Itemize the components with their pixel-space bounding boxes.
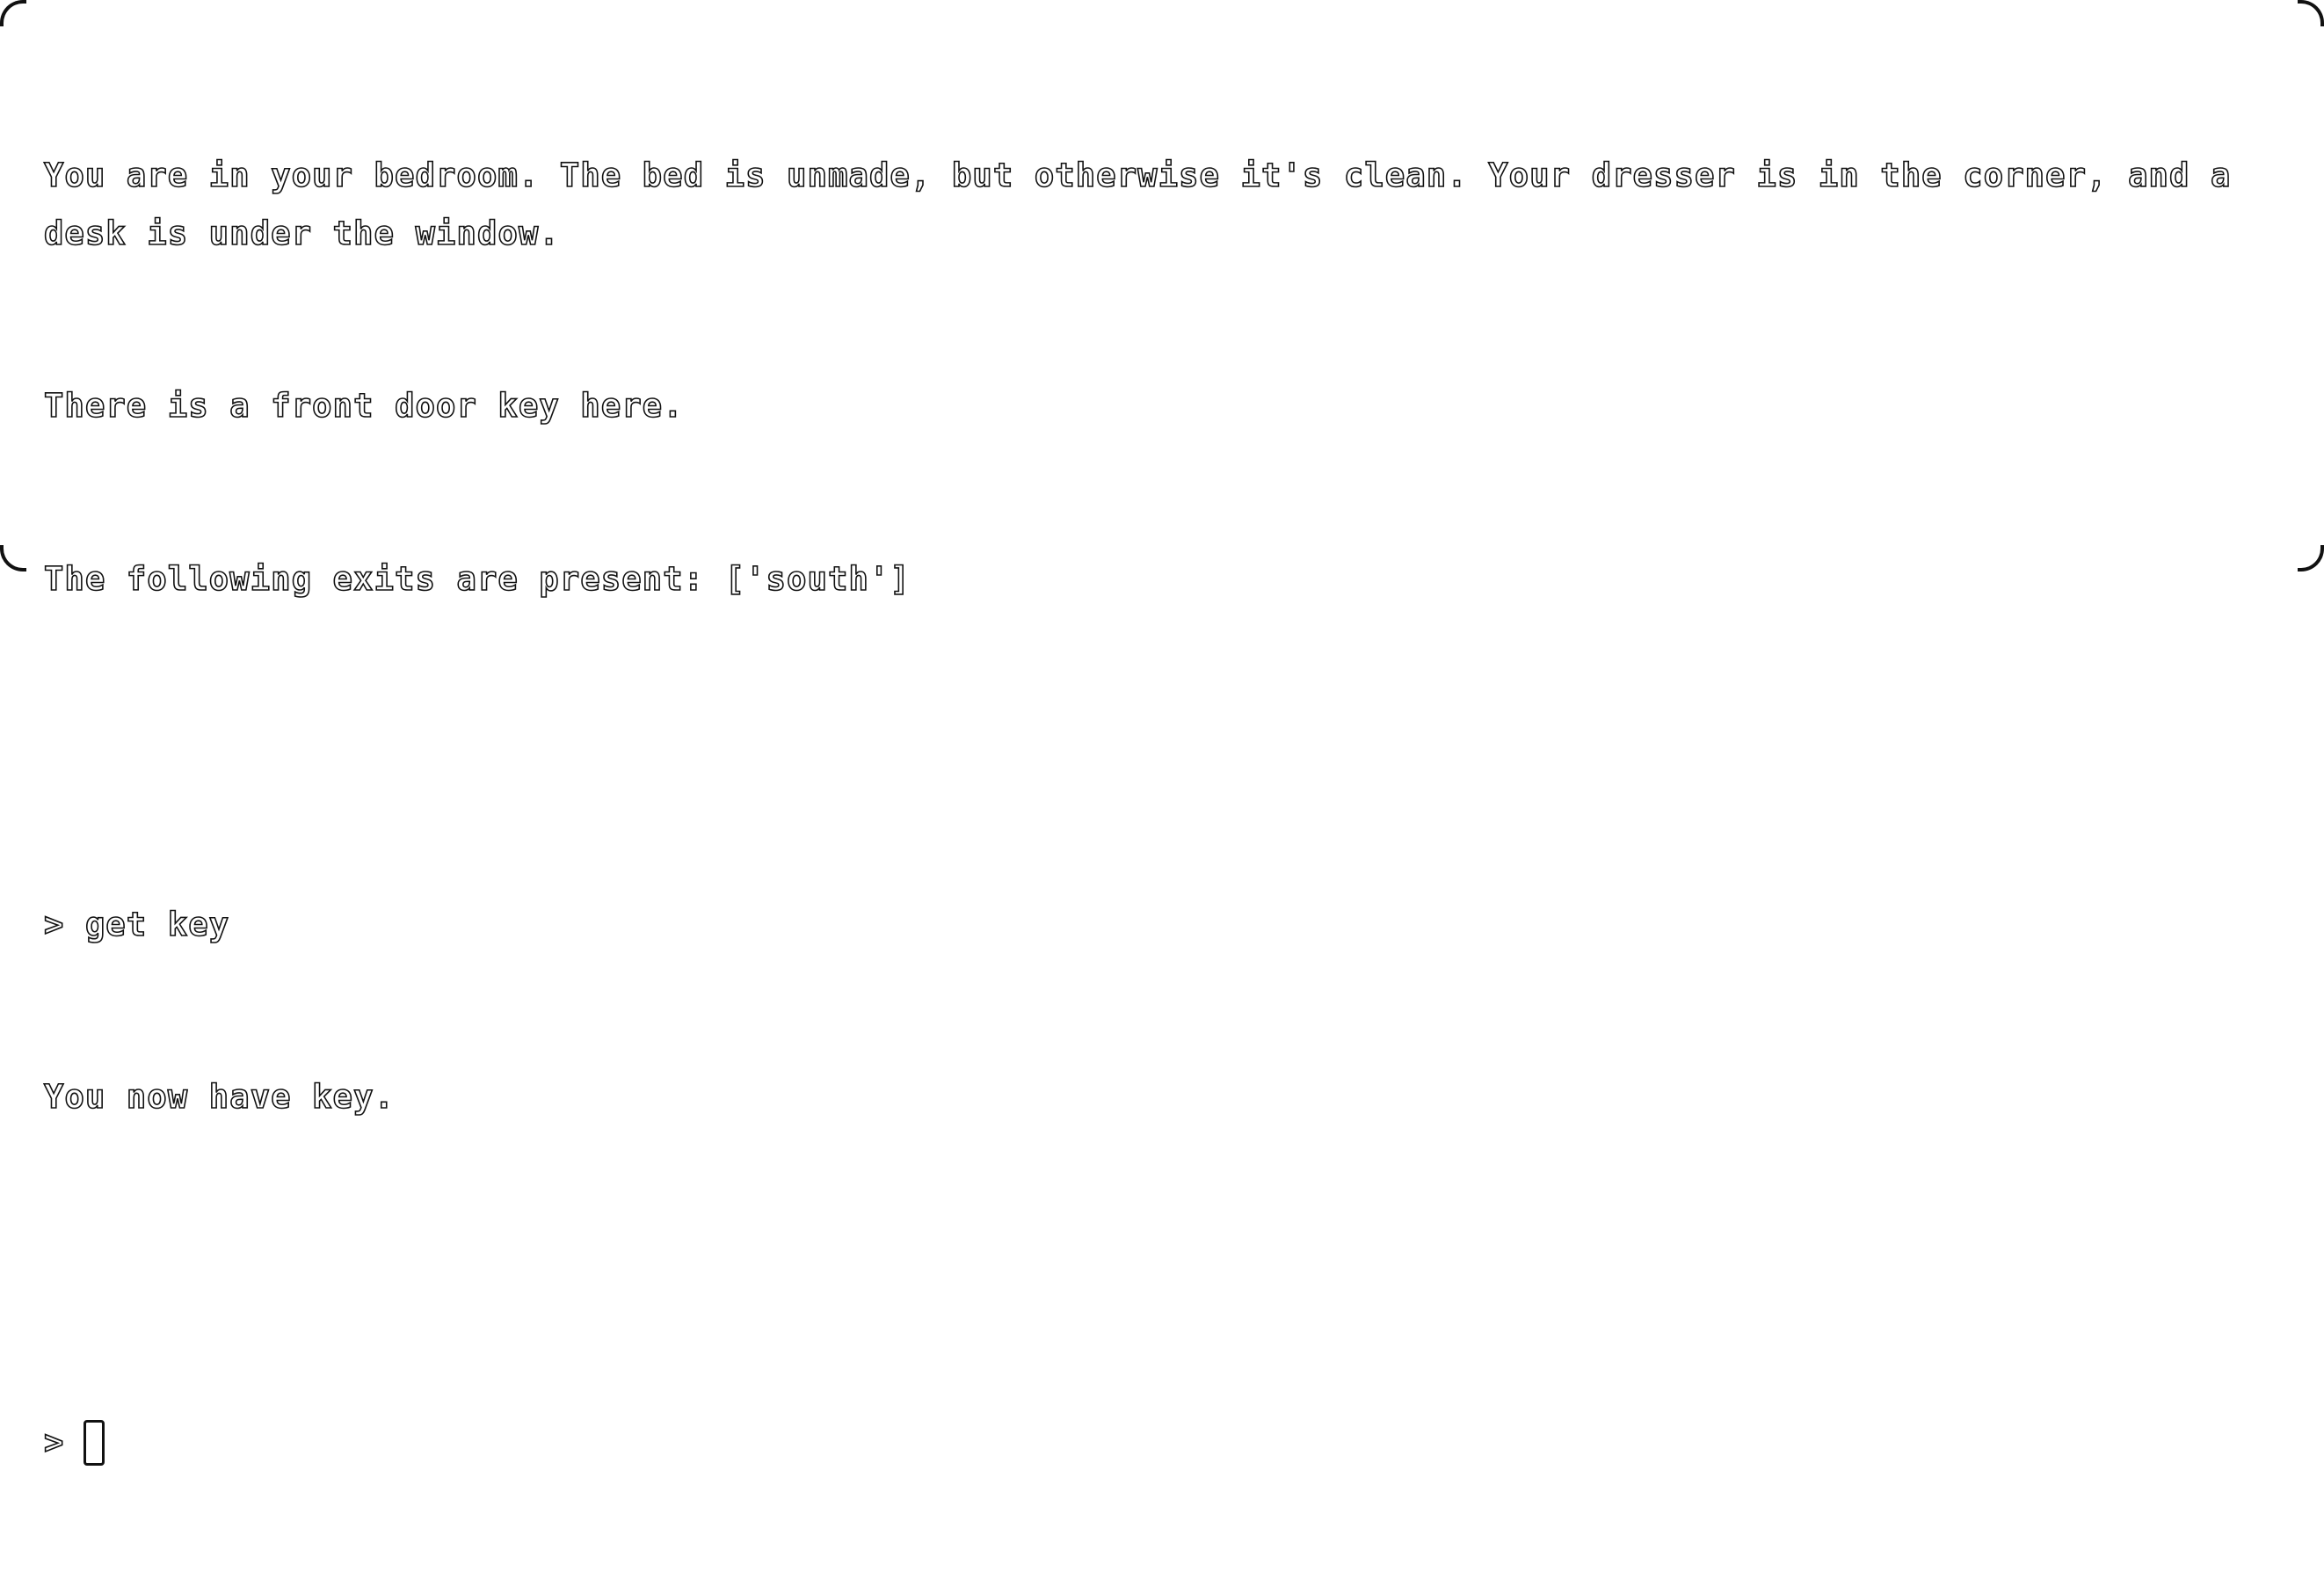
prompt-symbol: > xyxy=(44,1423,65,1461)
command-echo: > get key xyxy=(44,905,230,943)
item-line: There is a front door key here. xyxy=(44,387,684,425)
command-prompt-line[interactable] xyxy=(44,1414,2294,1472)
frame-corner-top-left xyxy=(0,0,26,26)
game-output xyxy=(44,32,2294,1587)
frame-corner-top-right xyxy=(2298,0,2324,26)
text-cursor xyxy=(84,1420,105,1466)
command-response: You now have key. xyxy=(44,1078,396,1116)
room-description: You are in your bedroom. The bed is unmade, but otherwise it's clean. Your dresser is in the corner, and a desk is under the window. xyxy=(44,157,2252,252)
frame-corner-bottom-left xyxy=(0,545,26,571)
exits-line: The following exits are present: ['south'] xyxy=(44,559,911,598)
blank-line xyxy=(44,723,2294,781)
blank-line xyxy=(44,1241,2294,1299)
frame-corner-bottom-right xyxy=(2298,545,2324,571)
